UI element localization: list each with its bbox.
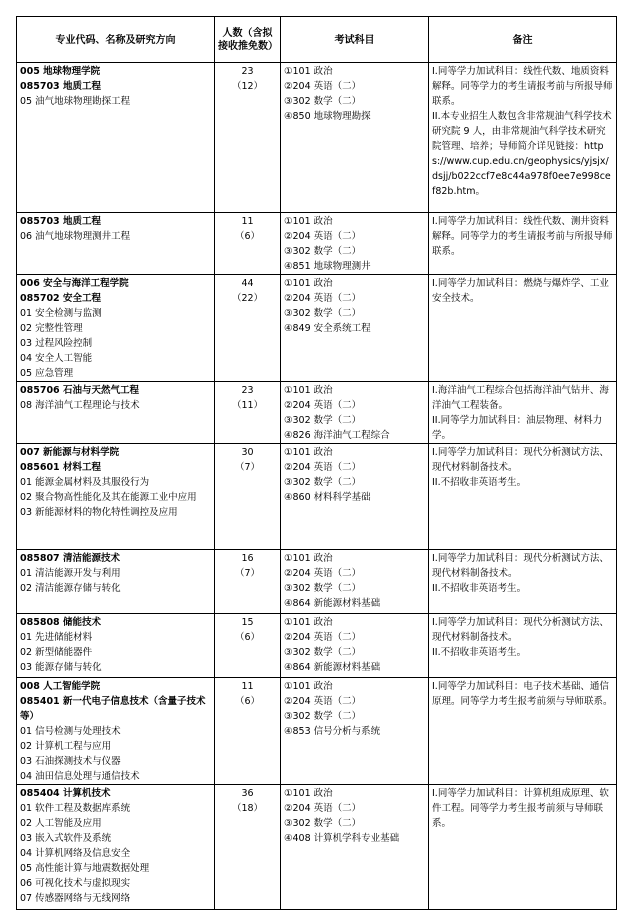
exam-subject: ④853 信号分析与系统 bbox=[284, 726, 381, 737]
enrollment-count: 30 bbox=[241, 447, 254, 458]
major-cell bbox=[17, 213, 215, 275]
exam-subject: ①101 政治 bbox=[284, 66, 333, 77]
research-direction: 01 先进储能材料 bbox=[20, 632, 93, 643]
table-row bbox=[17, 275, 617, 382]
exam-subject: ①101 政治 bbox=[284, 385, 333, 396]
research-direction: 05 高性能计算与地震数据处理 bbox=[20, 863, 150, 874]
exam-subject: ②204 英语（二） bbox=[284, 231, 362, 242]
major-cell bbox=[17, 678, 215, 785]
tuimian-count: （12） bbox=[231, 81, 264, 92]
note-text: I.同等学力加试科目：现代分析测试方法、现代材料制备技术。 bbox=[432, 617, 609, 643]
research-direction: 08 海洋油气工程理论与技术 bbox=[20, 400, 140, 411]
enrollment-count: 11 bbox=[241, 681, 254, 692]
note-text: II.本专业招生人数包含非常规油气科学技术研究院 9 人，由非常规油气科学技术研究院管理、培养；导师简介详见链接：https://www.cup.edu.cn/geophysics/yjsjx/dsjj/b022ccf7e8c44a978f0ee7e998cef82b.htm。 bbox=[432, 111, 612, 197]
subjects-cell bbox=[281, 63, 429, 213]
note-text: II.不招收非英语考生。 bbox=[432, 583, 527, 594]
tuimian-count: （7） bbox=[234, 568, 261, 579]
research-direction: 02 人工智能及应用 bbox=[20, 818, 102, 829]
research-direction: 04 安全人工智能 bbox=[20, 353, 93, 364]
research-direction: 02 新型储能器件 bbox=[20, 647, 93, 658]
exam-subject: ④826 海洋油气工程综合 bbox=[284, 430, 390, 441]
notes-cell bbox=[429, 550, 617, 614]
exam-subject: ④860 材料科学基础 bbox=[284, 492, 371, 503]
exam-subject: ④849 安全系统工程 bbox=[284, 323, 371, 334]
enrollment-count: 23 bbox=[241, 66, 254, 77]
notes-cell bbox=[429, 382, 617, 444]
exam-subject: ①101 政治 bbox=[284, 278, 333, 289]
count-cell bbox=[215, 63, 281, 213]
major-heading: 007 新能源与材料学院 bbox=[20, 447, 120, 458]
table-row bbox=[17, 63, 617, 213]
major-heading: 085404 计算机技术 bbox=[20, 788, 111, 799]
notes-cell bbox=[429, 614, 617, 678]
count-cell bbox=[215, 444, 281, 550]
count-cell bbox=[215, 550, 281, 614]
header-subjects: 考试科目 bbox=[281, 17, 429, 63]
exam-subject: ③302 数学（二） bbox=[284, 415, 362, 426]
exam-subject: ③302 数学（二） bbox=[284, 246, 362, 257]
exam-subject: ②204 英语（二） bbox=[284, 462, 362, 473]
table-row bbox=[17, 382, 617, 444]
exam-subject: ④851 地球物理测井 bbox=[284, 261, 371, 272]
major-cell bbox=[17, 382, 215, 444]
table-row bbox=[17, 614, 617, 678]
enrollment-count: 15 bbox=[241, 617, 254, 628]
header-notes: 备注 bbox=[429, 17, 617, 63]
note-text: I.同等学力加试科目：燃烧与爆炸学、工业安全技术。 bbox=[432, 278, 609, 304]
enrollment-count: 23 bbox=[241, 385, 254, 396]
note-text: I.同等学力加试科目：线性代数、测井资料解释。同等学力的考生请报考前与所报导师联系。 bbox=[432, 216, 613, 257]
research-direction: 06 可视化技术与虚拟现实 bbox=[20, 878, 131, 889]
tuimian-count: （6） bbox=[234, 632, 261, 643]
tuimian-count: （6） bbox=[234, 231, 261, 242]
research-direction: 06 油气地球物理测井工程 bbox=[20, 231, 131, 242]
exam-subject: ①101 政治 bbox=[284, 447, 333, 458]
exam-subject: ③302 数学（二） bbox=[284, 96, 362, 107]
table-row bbox=[17, 550, 617, 614]
major-cell bbox=[17, 444, 215, 550]
subjects-cell bbox=[281, 275, 429, 382]
table-row bbox=[17, 785, 617, 910]
research-direction: 07 传感器网络与无线网络 bbox=[20, 893, 131, 904]
note-text: I.同等学力加试科目：线性代数、地质资料解释。同等学力的考生请报考前与所报导师联系。 bbox=[432, 66, 613, 107]
major-cell bbox=[17, 550, 215, 614]
notes-cell bbox=[429, 785, 617, 910]
exam-subject: ①101 政治 bbox=[284, 617, 333, 628]
notes-cell bbox=[429, 444, 617, 550]
research-direction: 04 油田信息处理与通信技术 bbox=[20, 771, 140, 782]
subjects-cell bbox=[281, 213, 429, 275]
count-cell bbox=[215, 213, 281, 275]
major-heading: 085401 新一代电子信息技术（含量子技术等） bbox=[20, 696, 206, 722]
research-direction: 03 过程风险控制 bbox=[20, 338, 93, 349]
tuimian-count: （18） bbox=[231, 803, 264, 814]
research-direction: 02 完整性管理 bbox=[20, 323, 83, 334]
major-cell bbox=[17, 63, 215, 213]
exam-subject: ①101 政治 bbox=[284, 216, 333, 227]
count-cell bbox=[215, 785, 281, 910]
exam-subject: ③302 数学（二） bbox=[284, 818, 362, 829]
note-text: II.同等学力加试科目：油层物理、材料力学。 bbox=[432, 415, 603, 441]
notes-cell bbox=[429, 678, 617, 785]
header-major: 专业代码、名称及研究方向 bbox=[17, 17, 215, 63]
exam-subject: ③302 数学（二） bbox=[284, 647, 362, 658]
exam-subject: ③302 数学（二） bbox=[284, 583, 362, 594]
exam-subject: ②204 英语（二） bbox=[284, 803, 362, 814]
major-cell bbox=[17, 614, 215, 678]
research-direction: 05 油气地球物理勘探工程 bbox=[20, 96, 131, 107]
major-heading: 085702 安全工程 bbox=[20, 293, 101, 304]
subjects-cell bbox=[281, 678, 429, 785]
exam-subject: ②204 英语（二） bbox=[284, 293, 362, 304]
header-count: 人数（含拟接收推免数） bbox=[215, 17, 281, 63]
research-direction: 01 能源金属材料及其服役行为 bbox=[20, 477, 150, 488]
major-heading: 085706 石油与天然气工程 bbox=[20, 385, 139, 396]
table-row bbox=[17, 213, 617, 275]
major-cell bbox=[17, 785, 215, 910]
major-heading: 085808 储能技术 bbox=[20, 617, 101, 628]
major-heading: 006 安全与海洋工程学院 bbox=[20, 278, 129, 289]
major-heading: 008 人工智能学院 bbox=[20, 681, 101, 692]
exam-subject: ②204 英语（二） bbox=[284, 696, 362, 707]
major-heading: 085703 地质工程 bbox=[20, 216, 101, 227]
research-direction: 01 安全检测与监测 bbox=[20, 308, 102, 319]
subjects-cell bbox=[281, 382, 429, 444]
exam-subject: ②204 英语（二） bbox=[284, 632, 362, 643]
exam-subject: ④408 计算机学科专业基础 bbox=[284, 833, 400, 844]
exam-subject: ②204 英语（二） bbox=[284, 81, 362, 92]
table-row bbox=[17, 678, 617, 785]
major-heading: 005 地球物理学院 bbox=[20, 66, 101, 77]
major-heading: 085601 材料工程 bbox=[20, 462, 101, 473]
note-text: I.海洋油气工程综合包括海洋油气钻井、海洋油气工程装备。 bbox=[432, 385, 609, 411]
subjects-cell bbox=[281, 444, 429, 550]
research-direction: 03 新能源材料的物化特性调控及应用 bbox=[20, 507, 178, 518]
major-heading: 085703 地质工程 bbox=[20, 81, 101, 92]
note-text: I.同等学力加试科目：计算机组成原理、软件工程。同等学力考生报考前须与导师联系。 bbox=[432, 788, 609, 829]
research-direction: 04 计算机网络及信息安全 bbox=[20, 848, 131, 859]
research-direction: 02 聚合物高性能化及其在能源工业中应用 bbox=[20, 492, 197, 503]
exam-subject: ③302 数学（二） bbox=[284, 477, 362, 488]
note-text: I.同等学力加试科目：现代分析测试方法、现代材料制备技术。 bbox=[432, 553, 609, 579]
tuimian-count: （6） bbox=[234, 696, 261, 707]
notes-cell bbox=[429, 275, 617, 382]
table-row bbox=[17, 444, 617, 550]
exam-subject: ②204 英语（二） bbox=[284, 568, 362, 579]
exam-subject: ③302 数学（二） bbox=[284, 711, 362, 722]
research-direction: 01 软件工程及数据库系统 bbox=[20, 803, 131, 814]
count-cell bbox=[215, 678, 281, 785]
research-direction: 02 计算机工程与应用 bbox=[20, 741, 112, 752]
admissions-table bbox=[16, 16, 617, 910]
exam-subject: ④850 地球物理勘探 bbox=[284, 111, 371, 122]
subjects-cell bbox=[281, 550, 429, 614]
enrollment-count: 16 bbox=[241, 553, 254, 564]
exam-subject: ④864 新能源材料基础 bbox=[284, 598, 381, 609]
research-direction: 01 信号检测与处理技术 bbox=[20, 726, 121, 737]
research-direction: 03 石油探测技术与仪器 bbox=[20, 756, 121, 767]
subjects-cell bbox=[281, 614, 429, 678]
enrollment-count: 44 bbox=[241, 278, 254, 289]
enrollment-count: 36 bbox=[241, 788, 254, 799]
research-direction: 03 嵌入式软件及系统 bbox=[20, 833, 112, 844]
notes-cell bbox=[429, 213, 617, 275]
notes-cell bbox=[429, 63, 617, 213]
research-direction: 02 清洁能源存储与转化 bbox=[20, 583, 121, 594]
note-text: II.不招收非英语考生。 bbox=[432, 477, 527, 488]
count-cell bbox=[215, 275, 281, 382]
tuimian-count: （7） bbox=[234, 462, 261, 473]
exam-subject: ④864 新能源材料基础 bbox=[284, 662, 381, 673]
exam-subject: ①101 政治 bbox=[284, 553, 333, 564]
exam-subject: ③302 数学（二） bbox=[284, 308, 362, 319]
tuimian-count: （22） bbox=[231, 293, 264, 304]
exam-subject: ②204 英语（二） bbox=[284, 400, 362, 411]
table-header-row bbox=[17, 17, 617, 63]
major-cell bbox=[17, 275, 215, 382]
count-cell bbox=[215, 614, 281, 678]
research-direction: 03 能源存储与转化 bbox=[20, 662, 102, 673]
major-heading: 085807 清洁能源技术 bbox=[20, 553, 120, 564]
enrollment-count: 11 bbox=[241, 216, 254, 227]
note-text: I.同等学力加试科目：电子技术基础、通信原理。同等学力考生报考前须与导师联系。 bbox=[432, 681, 613, 707]
research-direction: 05 应急管理 bbox=[20, 368, 74, 379]
subjects-cell bbox=[281, 785, 429, 910]
count-cell bbox=[215, 382, 281, 444]
exam-subject: ①101 政治 bbox=[284, 788, 333, 799]
exam-subject: ①101 政治 bbox=[284, 681, 333, 692]
tuimian-count: （11） bbox=[231, 400, 264, 411]
note-text: II.不招收非英语考生。 bbox=[432, 647, 527, 658]
research-direction: 01 清洁能源开发与利用 bbox=[20, 568, 121, 579]
note-text: I.同等学力加试科目：现代分析测试方法、现代材料制备技术。 bbox=[432, 447, 609, 473]
